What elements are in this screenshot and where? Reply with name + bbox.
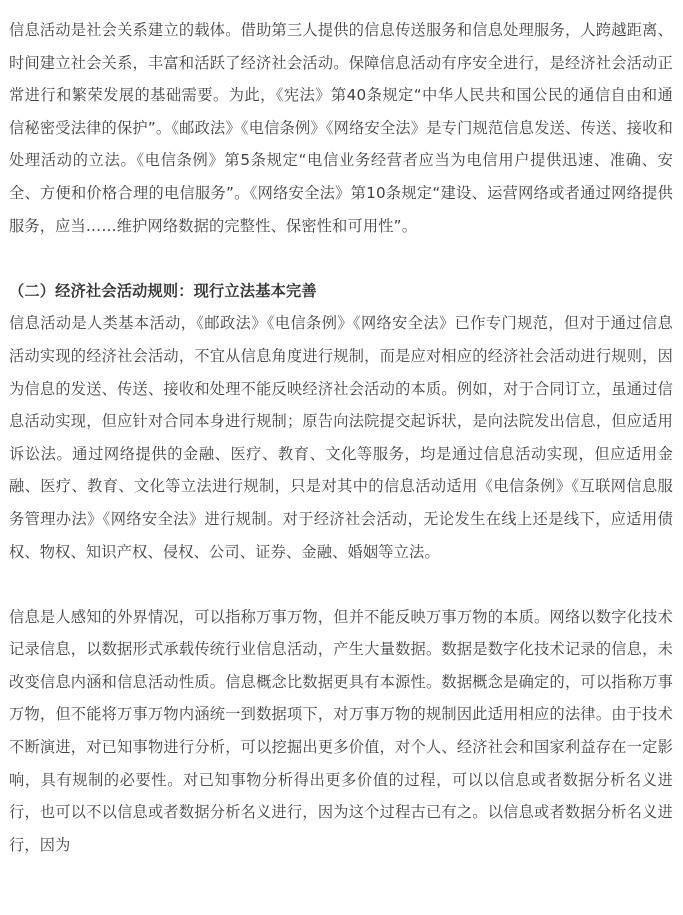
paragraph-spacer — [9, 568, 673, 601]
paragraph-information-activity: 信息活动是社会关系建立的载体。借助第三人提供的信息传送服务和信息处理服务，人跨越距离、时间建立社会关系，丰富和活跃了经济社会活动。保障信息活动有序安全进行，是经济社会活动正常进行和繁荣发展的基础需要。为此，《宪法》第40条规定“中华人民共和国公民的通信自由和通信秘密受法律的保护”。《邮政法》《电信条例》《网络安全法》是专门规范信息发送、传送、接收和处理活动的立法。《电信条例》第5条规定“电信业务经营者应当为电信用户提供迅速、准确、安全、方便和价格合理的电信服务”。《网络安全法》第10条规定“建设、运营网络或者通过网络提供服务，应当……维护网络数据的完整性、保密性和可用性”。 — [9, 21, 673, 235]
paragraph-economic-social-rules: 信息活动是人类基本活动，《邮政法》《电信条例》《网络安全法》已作专门规范，但对于通过信息活动实现的经济社会活动，不宜从信息角度进行规制，而是应对相应的经济社会活动进行规则，因为信息的发送、传送、接收和处理不能反映经济社会活动的本质。例如，对于合同订立，虽通过信息活动实现，但应针对合同本身进行规制；原告向法院提交起诉状，是向法院发出信息，但应适用诉讼法。通过网络提供的金融、医疗、教育、文化等服务，均是通过信息活动实现，但应适用金融、医疗、教育、文化等立法进行规制，只是对其中的信息活动适用《电信条例》《互联网信息服务管理办法》《网络安全法》进行规制。对于经济社会活动，无论发生在线上还是线下，应适用债权、物权、知识产权、侵权、公司、证券、金融、婚姻等立法。 — [9, 314, 673, 561]
paragraph-information-and-data: 信息是人感知的外界情况，可以指称万事万物，但并不能反映万事万物的本质。网络以数字化技术记录信息，以数据形式承载传统行业信息活动，产生大量数据。数据是数字化技术记录的信息，未改变信息内涵和信息活动性质。信息概念比数据更具有本源性。数据概念是确定的，可以指称万事万物，但不能将万事万物内涵统一到数据项下，对万事万物的规制因此适用相应的法律。由于技术不断演进，对已知事物进行分析，可以挖掘出更多价值，对个人、经济社会和国家利益存在一定影响，具有规制的必要性。对已知事物分析得出更多价值的过程，可以以信息或者数据分析名义进行，也可以不以信息或者数据分析名义进行，因为这个过程古已有之。以信息或者数据分析名义进行，因为 — [9, 607, 673, 854]
section-heading: （二）经济社会活动规则：现行立法基本完善 — [9, 281, 317, 300]
paragraph-spacer — [9, 242, 673, 275]
article-body — [9, 14, 673, 861]
